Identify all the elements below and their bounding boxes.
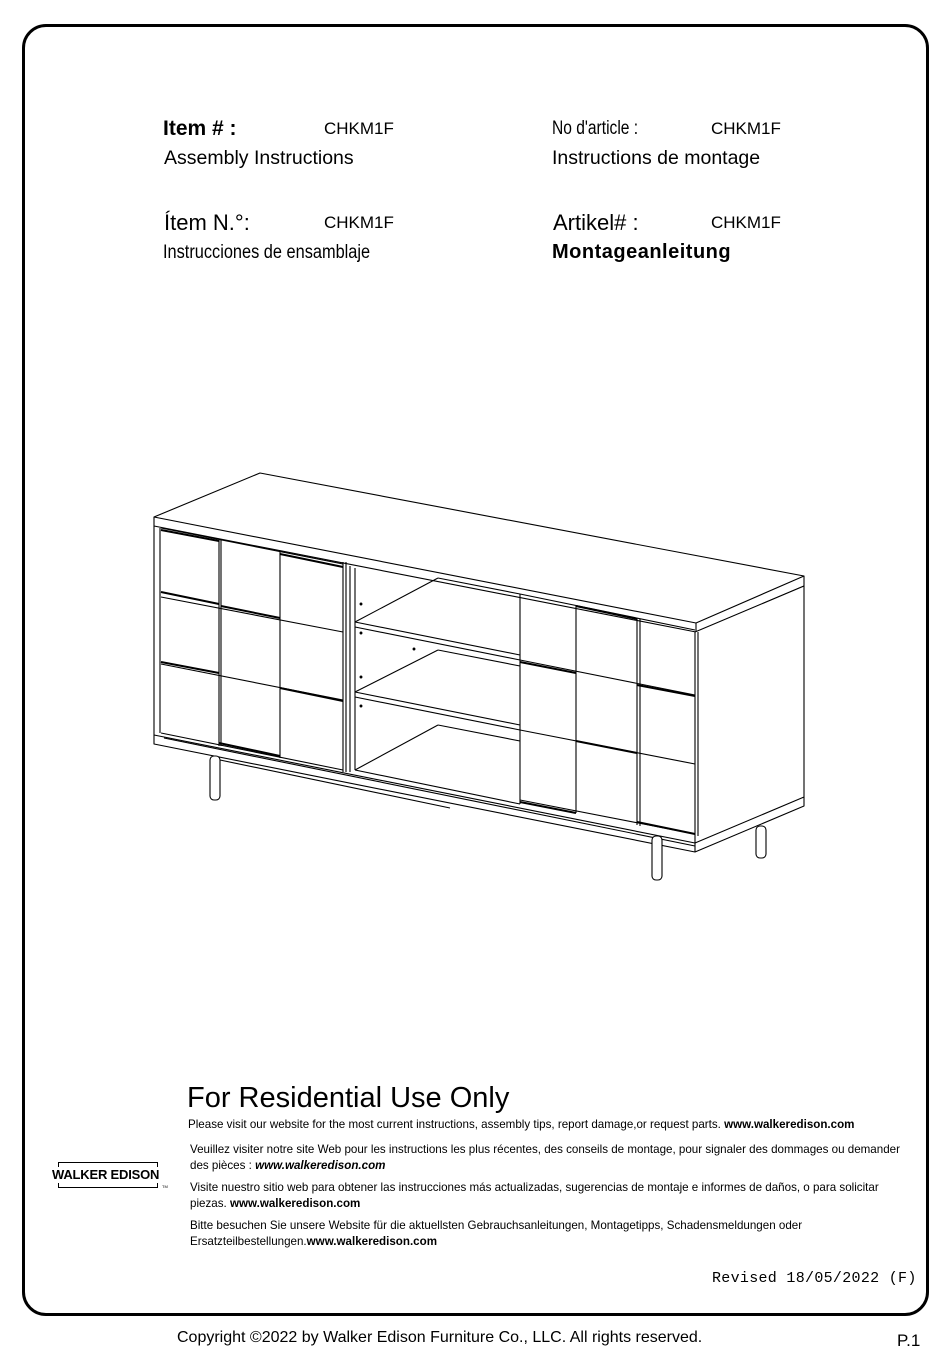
- notice-paragraph-de: [190, 1218, 902, 1250]
- notice-paragraph-es: [190, 1180, 902, 1212]
- assembly-instructions-title-de: Montageanleitung: [552, 241, 732, 263]
- item-code-de: CHKM1F: [711, 213, 781, 232]
- assembly-instructions-title-es: Instrucciones de ensamblaje: [163, 242, 371, 263]
- item-code-fr: CHKM1F: [711, 119, 781, 138]
- website-link-fr[interactable]: www.walkeredison.com: [255, 1159, 386, 1172]
- assembly-instructions-title-en: Assembly Instructions: [164, 147, 354, 169]
- logo-text: WALKER EDISON: [52, 1167, 160, 1182]
- item-code-en: CHKM1F: [324, 119, 394, 138]
- item-code-es: CHKM1F: [324, 213, 394, 232]
- notice-text-de: Bitte besuchen Sie unsere Website für die aktuellsten Gebrauchsanleitungen, Montagetipps, Schadensmeldungen oder Ersatzteilbestellungen.: [190, 1219, 803, 1248]
- trademark-mark: TM: [162, 1184, 168, 1189]
- copyright-notice: Copyright ©2022 by Walker Edison Furniture Co., LLC. All rights reserved.: [177, 1329, 703, 1346]
- notice-text-en: Please visit our website for the most current instructions, assembly tips, report damage,or request parts.: [188, 1118, 725, 1131]
- notice-text-fr: Veuillez visiter notre site Web pour les instructions les plus récentes, des conseils de montage, pour signaler des dommages ou demander des pièces :: [190, 1143, 900, 1172]
- notice-paragraph-en: [188, 1117, 900, 1133]
- item-number-label-es: Ítem N.°:: [164, 210, 250, 235]
- assembly-instructions-title-fr: Instructions de montage: [552, 147, 761, 169]
- website-link-es[interactable]: www.walkeredison.com: [229, 1197, 361, 1210]
- item-number-label-en: Item # :: [163, 117, 237, 140]
- notice-text-es: Visite nuestro sitio web para obtener las instrucciones más actualizadas, sugerencias de montaje e informes de daños, o para solicitar piezas.: [190, 1181, 879, 1210]
- item-number-label-fr: No d'article :: [552, 118, 639, 139]
- website-link-en[interactable]: www.walkeredison.com: [724, 1118, 855, 1131]
- sideboard-illustration: [150, 470, 810, 890]
- website-link-de[interactable]: www.walkeredison.com: [306, 1235, 438, 1248]
- residential-use-title: For Residential Use Only: [187, 1082, 510, 1114]
- walker-edison-logo: [52, 1162, 168, 1189]
- revision-date: Revised 18/05/2022 (F): [712, 1270, 917, 1287]
- page-number: P.1: [897, 1331, 921, 1350]
- item-number-label-de: Artikel# :: [553, 210, 639, 235]
- notice-paragraph-fr: [190, 1142, 902, 1174]
